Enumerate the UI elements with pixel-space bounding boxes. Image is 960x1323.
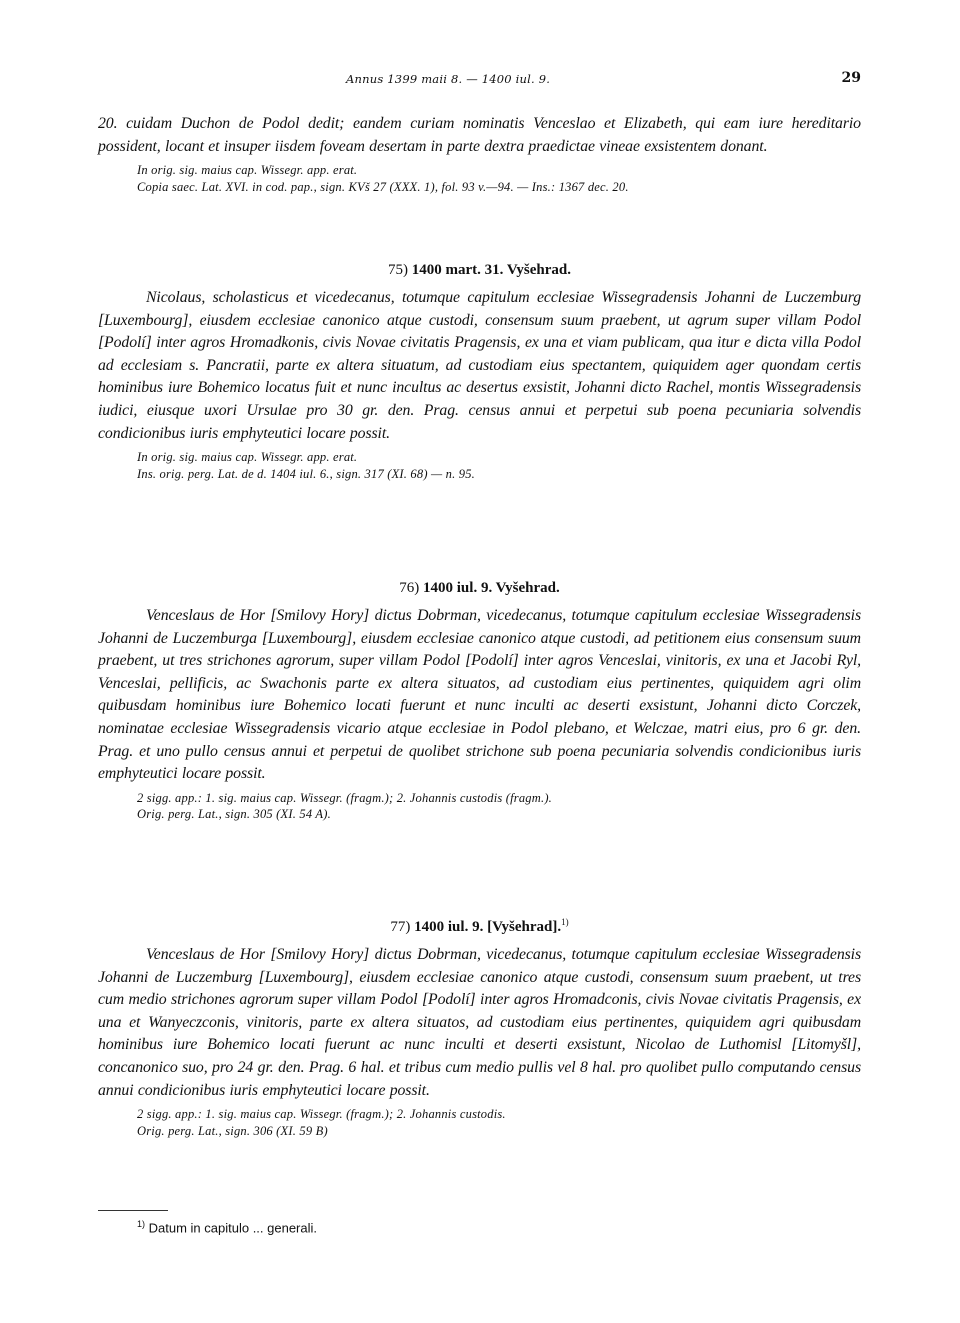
entry-75 (98, 262, 861, 482)
footnote-text: Datum in capitulo ... generali. (148, 1220, 318, 1236)
entry-text: Nicolaus, scholasticus et vicedecanus, totumque capitulum ecclesiae Wissegradensis Johanni de Luczemburg [Luxembourg], eiusdem ecclesiae canonico atque custodi, consensum suum praebent, ut agrum super villam Podol [Podolí] inter agros Hromadkonis, civis Novae civitatis Pragensis, ex una et viam publicam, qua itur e dicta villa Podol ad ecclesiam s. Pancratii, parte ex altera situatum, ad custodiam eius spectantem, quiquidem ager quondam certis hominibus iure Bohemico locatus fuit et nunc incultus ac desertus exsistit, Johanni dicto Rachel, montis Wissegradensis iudici, eiusque uxori Ursulae pro 30 gr. den. Prag. census annui et perpetui sub poena pecuniaria solvendis condicionibus iuris emphyteutici locare possit. (98, 289, 861, 442)
entry-text: Venceslaus de Hor [Smilovy Hory] dictus Dobrman, vicedecanus, totumque capitulum ecclesiae Wissegradensis Johanni de Luczemburg [Luxembourg], eiusdem ecclesiae canonico atque custodi, consensum suum praebent, ut tres cum medio strichones agrorum super villam Podol [Podolí] inter agros Hromadconis, civis Novae civitatis Pragensis, ex una et Wanyeczconis, vinitoris, parte ex altera situatos, ad custodiam eius pertinentes, quiquidem agri quibusdam hominibus iure Bohemico locati fuerunt ac nunc inculti et deserti exsistunt, Nicolao de Luthomisl [Litomyšl], concanonico suo, pro 24 gr. den. Prag. 6 hal. et tribus cum medio pullis vel 8 hal. pro quolibet pullo computando census annui condicionibus iuris emphyteutici locare possit. (98, 946, 861, 1099)
continuation-notes (137, 162, 861, 195)
entry-notes (137, 1106, 861, 1139)
running-header (98, 72, 861, 92)
continuation-text: 20. cuidam Duchon de Podol dedit; eandem curiam nominatis Venceslao et Elizabeth, qui eam iure hereditario possident, locant et insuper iisdem foveam desertam in parte dextra praedictae vineae exsistentem donant. (98, 115, 861, 155)
footnote-reference: 1) (561, 917, 569, 927)
footnote-marker: 1) (137, 1219, 146, 1229)
footnote (137, 1219, 861, 1235)
entry-text: Venceslaus de Hor [Smilovy Hory] dictus Dobrman, vicedecanus, totumque capitulum ecclesiae Wissegradensis Johanni de Luczemburga [Luxembourg], eiusdem ecclesiae canonico atque custodi, ad petitionem eius consensum suum praebent, ut tres strichones agrorum, super villam Podol [Podolí] inter agros Venceslai, vinitoris, ex una et Jacobi Ryl, Venceslai, pellificis, ac Swachonis parte ex altera situatos, ad custodiam eius pertinentes, quiquidem agri olim quibusdam hominibus iure Bohemico locati fuerunt et nunc inculti ac deserti exsistunt, Johanni dicto Corczek, nominatae ecclesiae Wissegradensis vicario atque ecclesiae in Podol plebano, et Welczae, matri eius, pro 6 gr. den. Prag. et uno pullo census annui et perpetui de quolibet strichone sub poena pecuniaria solvendis condicionibus iuris emphyteutici locare possit. (98, 607, 861, 783)
entry-number: 76) (399, 580, 420, 596)
entry-notes (137, 790, 861, 823)
entry-notes (137, 449, 861, 482)
note-line: In orig. sig. maius cap. Wissegr. app. erat. (137, 163, 358, 178)
note-line: Copia saec. Lat. XVI. in cod. pap., sign. KVš 27 (XXX. 1), fol. 93 v.—94. — Ins.: 1367 dec. 20. (137, 179, 629, 194)
page-number: 29 (841, 70, 861, 86)
entry-date: 1400 iul. 9. [Vyšehrad]. (414, 919, 562, 935)
note-line: Ins. orig. perg. Lat. de d. 1404 iul. 6., sign. 317 (XI. 68) — n. 95. (137, 466, 475, 481)
entry-date: 1400 iul. 9. Vyšehrad. (423, 580, 560, 596)
entry-number: 77) (390, 919, 411, 935)
entry-76 (98, 580, 861, 823)
note-line: 2 sigg. app.: 1. sig. maius cap. Wissegr. (fragm.); 2. Johannis custodis (fragm.). (137, 790, 553, 805)
note-line: Orig. perg. Lat., sign. 306 (XI. 59 B) (137, 1123, 328, 1138)
footnote-divider (98, 1210, 168, 1211)
note-line: In orig. sig. maius cap. Wissegr. app. erat. (137, 450, 358, 465)
continuation-block (98, 113, 861, 195)
entry-heading (98, 580, 861, 597)
entry-date: 1400 mart. 31. Vyšehrad. (411, 262, 571, 278)
running-title: Annus 1399 maii 8. — 1400 iul. 9. (346, 72, 551, 86)
entry-number: 75) (388, 262, 409, 278)
footnotes-section (98, 1210, 861, 1235)
note-line: 2 sigg. app.: 1. sig. maius cap. Wissegr. (fragm.); 2. Johannis custodis. (137, 1107, 506, 1122)
note-line: Orig. perg. Lat., sign. 305 (XI. 54 A). (137, 807, 331, 822)
entry-77 (98, 917, 861, 1139)
entry-heading (98, 917, 861, 936)
entry-heading (98, 262, 861, 279)
